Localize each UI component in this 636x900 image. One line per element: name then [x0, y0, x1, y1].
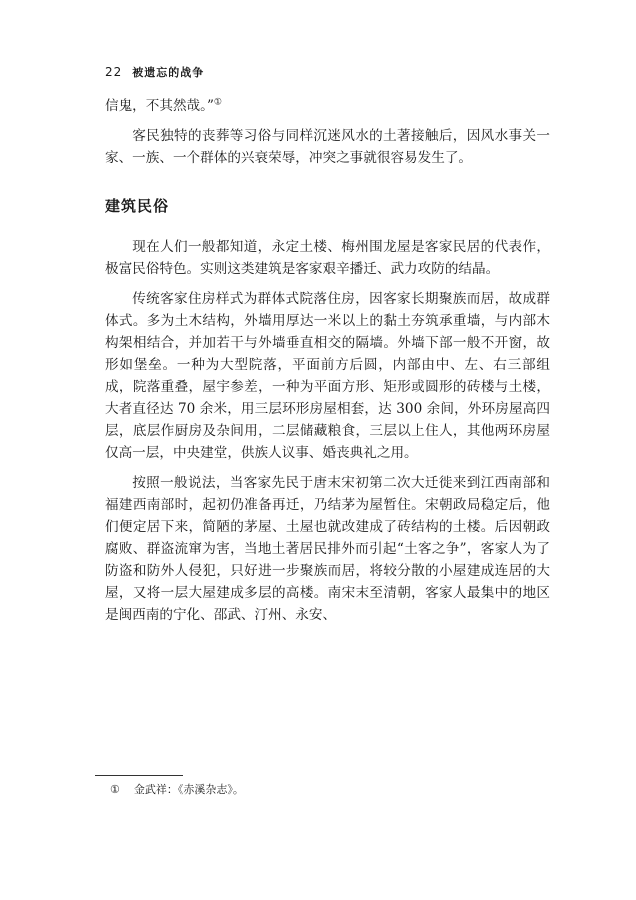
main-text-block — [105, 236, 550, 626]
page-number: 22 — [105, 65, 123, 79]
section-heading: 建筑民俗 — [105, 197, 170, 215]
paragraph-continuation: 信鬼，不其然哉。”① — [105, 97, 222, 114]
running-header — [105, 64, 204, 80]
footnote-reference: ① — [213, 97, 222, 108]
footnote-text: 金武祥：《赤溪杂志》。 — [133, 783, 244, 796]
footnote-mark: ① — [110, 783, 120, 796]
footnote-divider — [95, 775, 183, 776]
footnote — [110, 781, 244, 797]
book-title: 被遗忘的战争 — [132, 66, 205, 79]
paragraph: 传统客家住房样式为群体式院落住房，因客家长期聚族而居，故成群体式。多为土木结构，外墙用厚达一米以上的黏土夯筑承重墙，与内部木构架相结合，并加若干与外墙垂直相交的隔墙。外墙下部一般不开窗，故形如堡垒。一种为大型院落，平面前方后圆，内部由中、左、右三部组成，院落重叠，屋宇参差，一种为平面方形、矩形或圆形的砖楼与土楼，大者直径达 70 余米，用三层环形房屋相套，达 300 余间，外环房屋高四层，底层作厨房及杂间用，二层储藏粮食，三层以上住人，其他两环房屋仅高一层，中央建堂，供族人议事、婚丧典礼之用。 — [105, 291, 550, 461]
top-text-block — [105, 95, 550, 169]
paragraph: 客民独特的丧葬等习俗与同样沉迷风水的土著接触后，因风水事关一家、一族、一个群体的兴衰荣辱，冲突之事就很容易发生了。 — [105, 128, 550, 166]
paragraph: 按照一般说法，当客家先民于唐末宋初第二次大迁徙来到江西南部和福建西南部时，起初仍准备再迁，乃结茅为屋暂住。宋朝政局稳定后，他们便定居下来，简陋的茅屋、土屋也就改建成了砖结构的土楼。后因朝政腐败、群盗流窜为害，当地土著居民排外而引起“土客之争”，客家人为了防盗和防外人侵犯，只好进一步聚族而居，将较分散的小屋建成连居的大屋，又将一层大屋建成多层的高楼。南宋末至清朝，客家人最集中的地区是闽西南的宁化、邵武、汀州、永安、 — [105, 475, 550, 623]
paragraph: 现在人们一般都知道，永定土楼、梅州围龙屋是客家民居的代表作，极富民俗特色。实则这类建筑是客家艰辛播迁、武力攻防的结晶。 — [105, 239, 550, 277]
